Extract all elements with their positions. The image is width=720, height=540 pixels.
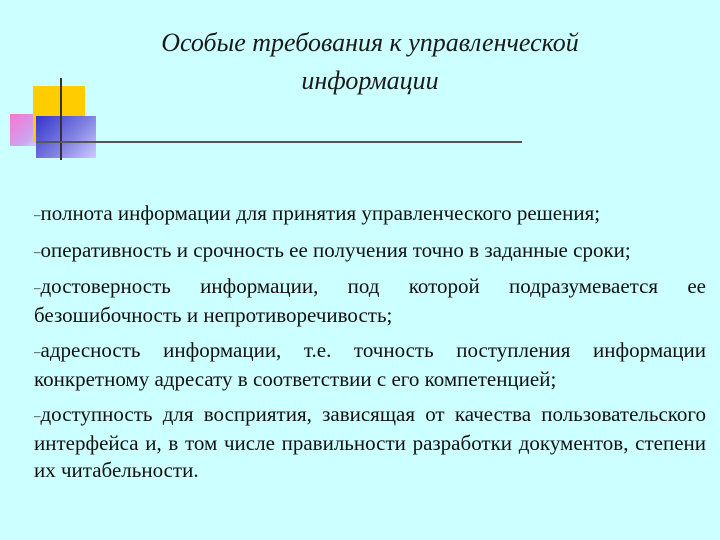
vertical-rule bbox=[60, 78, 62, 160]
list-item bbox=[34, 401, 706, 485]
list-item-text: адресность информации, т.е. точность поступления информации конкретному адресату в соответствии с его компетенцией; bbox=[34, 338, 706, 391]
bullet-dash: – bbox=[34, 243, 41, 259]
list-item bbox=[34, 273, 706, 329]
bullet-dash: – bbox=[34, 344, 41, 359]
list-item-text: полнота информации для принятия управленческого решения; bbox=[40, 201, 601, 225]
list-item bbox=[34, 337, 706, 393]
list-item bbox=[34, 237, 706, 266]
list-item-text: оперативность и срочность ее получения точно в заданные сроки; bbox=[40, 237, 631, 262]
bullet-dash: – bbox=[34, 280, 41, 295]
list-item-text: доступность для восприятия, зависящая от качества пользовательского интерфейса и, в том числе правильности разработки документов, степени их читабельности. bbox=[34, 402, 706, 482]
title-line-1: Особые требования к управленческой bbox=[161, 28, 579, 57]
bullet-dash: – bbox=[34, 207, 41, 222]
title-line-2: информации bbox=[301, 66, 439, 95]
list-item-text: достоверность информации, под которой подразумевается ее безошибочность и непротиворечивость; bbox=[34, 274, 706, 327]
horizontal-rule bbox=[36, 141, 522, 143]
requirements-list bbox=[34, 200, 706, 493]
bullet-dash: – bbox=[34, 408, 41, 423]
blue-square-decoration bbox=[36, 116, 96, 158]
slide-title bbox=[90, 24, 650, 100]
list-item bbox=[34, 200, 706, 229]
